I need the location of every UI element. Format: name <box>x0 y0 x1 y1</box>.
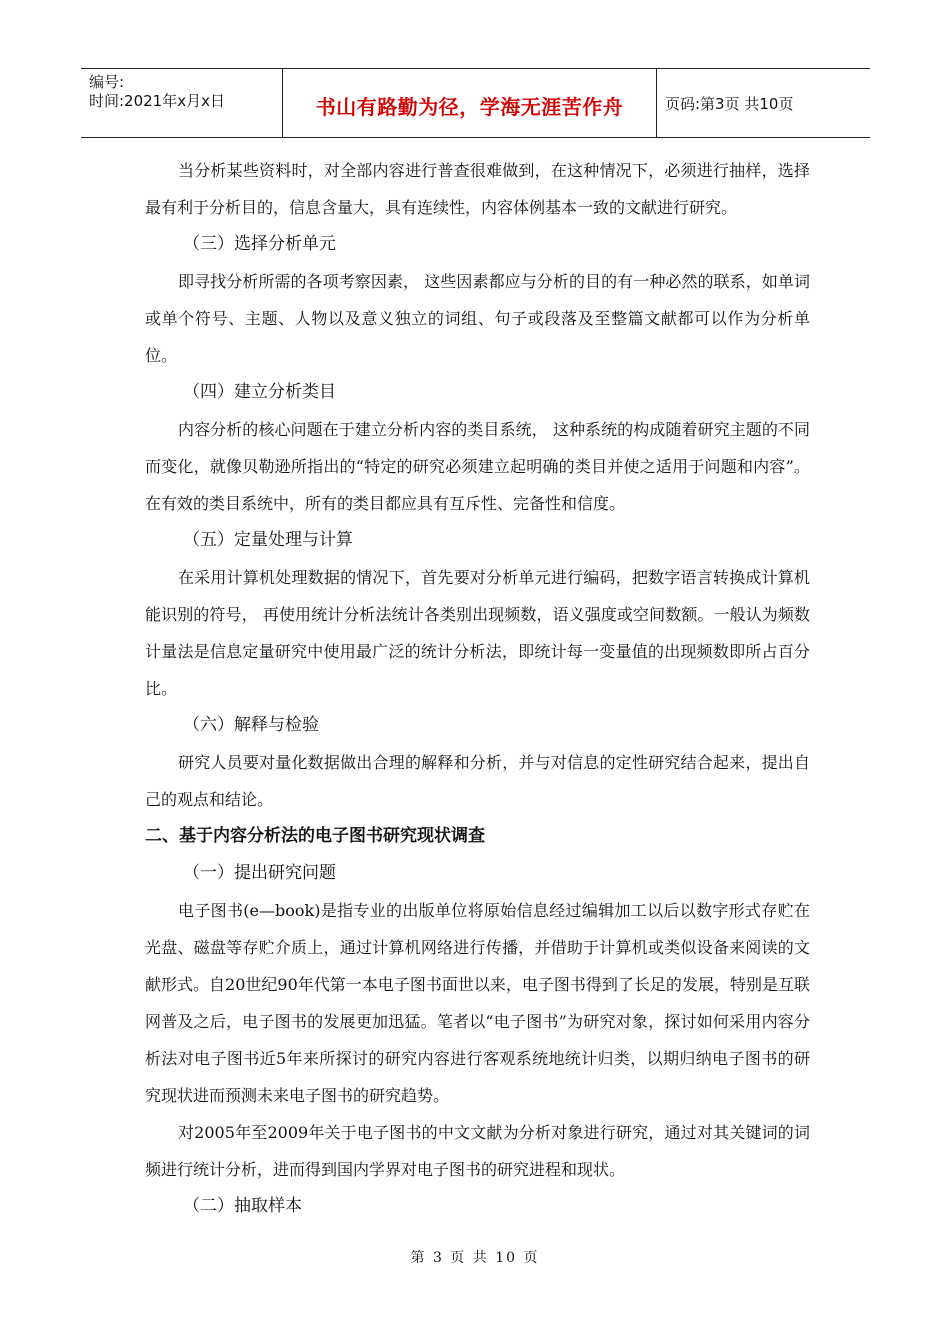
header-left-cell <box>81 69 281 137</box>
subsection-heading: （一）提出研究问题 <box>183 863 336 883</box>
header-motto-cell <box>282 69 657 137</box>
page-header <box>81 68 870 138</box>
date-label: 时间:2021年x月x日 <box>89 92 225 110</box>
paragraph: 对2005年至2009年关于电子图书的中文文献为分析对象进行研究，通过对其关键词的词频进行统计分析，进而得到国内学界对电子图书的研究进程和现状。 <box>145 1123 810 1179</box>
motto-text: 书山有路勤为径，学海无涯苦作舟 <box>315 95 624 119</box>
paragraph: 当分析某些资料时，对全部内容进行普查很难做到，在这种情况下，必须进行抽样，选择最有利于分析目的，信息含量大，具有连续性，内容体例基本一致的文献进行研究。 <box>145 161 810 217</box>
paragraph: 即寻找分析所需的各项考察因素， 这些因素都应与分析的目的有一种必然的联系，如单词或单个符号、主题、人物以及意义独立的词组、句子或段落及至整篇文献都可以作为分析单位。 <box>145 272 810 365</box>
page-number-label: 页码:第3页 共10页 <box>665 95 794 113</box>
header-right-cell <box>657 69 870 137</box>
subsection-heading: （四）建立分析类目 <box>183 382 336 402</box>
section-heading: 二、基于内容分析法的电子图书研究现状调查 <box>145 826 485 846</box>
subsection-heading: （二）抽取样本 <box>183 1196 302 1216</box>
subsection-heading: （五）定量处理与计算 <box>183 530 353 550</box>
paragraph: 在采用计算机处理数据的情况下，首先要对分析单元进行编码，把数字语言转换成计算机能识别的符号， 再使用统计分析法统计各类别出现频数，语义强度或空间数额。一般认为频数计量法是信息定量研究中使用最广泛的统计分析法，即统计每一变量值的出现频数即所占百分比。 <box>145 568 810 698</box>
paragraph: 电子图书(e—book)是指专业的出版单位将原始信息经过编辑加工以后以数字形式存贮在光盘、磁盘等存贮介质上，通过计算机网络进行传播，并借助于计算机或类似设备来阅读的文献形式。自20世纪90年代第一本电子图书面世以来，电子图书得到了长足的发展，特别是互联网普及之后，电子图书的发展更加迅猛。笔者以“电子图书”为研究对象，探讨如何采用内容分析法对电子图书近5年来所探讨的研究内容进行客观系统地统计归类，以期归纳电子图书的研究现状进而预测未来电子图书的研究趋势。 <box>145 901 810 1105</box>
paragraph: 研究人员要对量化数据做出合理的解释和分析，并与对信息的定性研究结合起来，提出自己的观点和结论。 <box>145 753 810 809</box>
paragraph: 内容分析的核心问题在于建立分析内容的类目系统， 这种系统的构成随着研究主题的不同而变化，就像贝勒逊所指出的“特定的研究必须建立起明确的类目并使之适用于问题和内容”。在有效的类目系统中，所有的类目都应具有互斥性、完备性和信度。 <box>145 420 810 513</box>
subsection-heading: （三）选择分析单元 <box>183 234 336 254</box>
subsection-heading: （六）解释与检验 <box>183 715 319 735</box>
page-footer: 第 3 页 共 10 页 <box>410 1250 540 1266</box>
code-label: 编号: <box>89 73 125 91</box>
document-body <box>145 152 810 1225</box>
